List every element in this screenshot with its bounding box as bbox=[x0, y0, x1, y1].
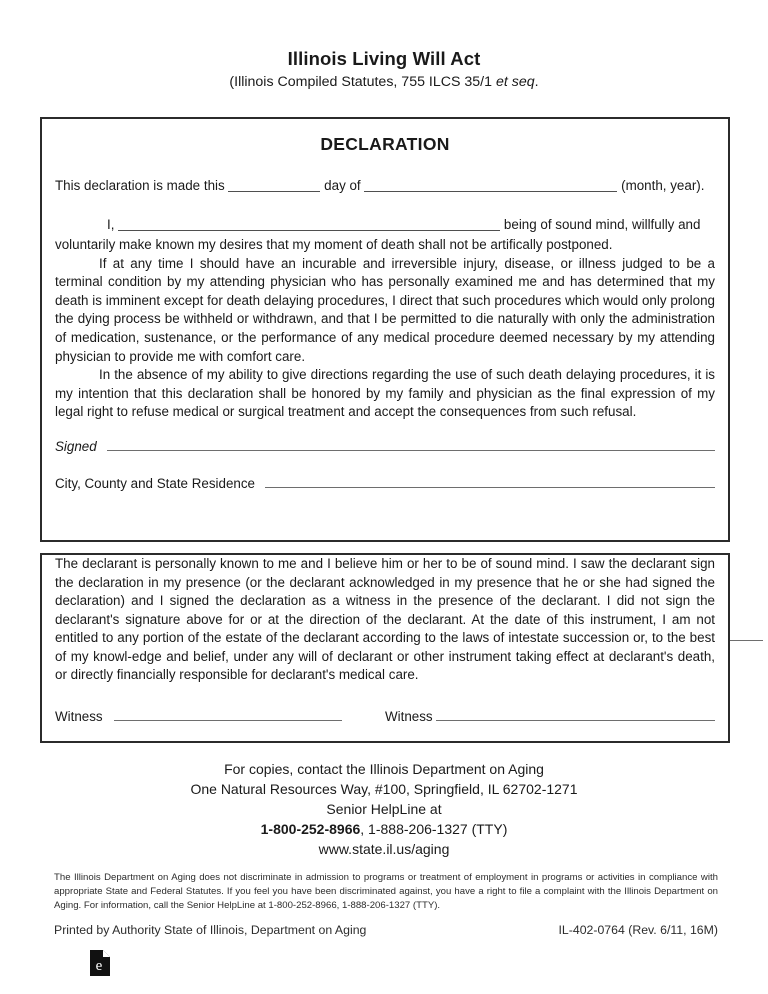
date-line-lead: This declaration is made this bbox=[55, 178, 225, 193]
contact-phone-line bbox=[0, 820, 768, 840]
date-line-row bbox=[55, 177, 715, 196]
authority-statement: Printed by Authority State of Illinois, Department on Aging bbox=[54, 923, 367, 937]
declaration-box bbox=[40, 117, 730, 542]
contact-line-2: One Natural Resources Way, #100, Springfield, IL 62702-1271 bbox=[190, 780, 578, 797]
name-line-tail: being of sound mind, willfully and bbox=[503, 216, 701, 232]
witness-box-inner bbox=[42, 555, 728, 724]
disclaimer-text: The Illinois Department on Aging does not discriminate in admission to programs or treatment of employment in programs or activities in compliance with appropriate State and Federal Statutes. If you feel you have been discriminated against, you have a right to file a complaint with the Illinois Department on Aging. For information, call the Senior HelpLine at 1-800-252-8966, 1-888-206-1327 (TTY). bbox=[54, 872, 718, 911]
declaration-box-inner bbox=[42, 134, 728, 491]
contact-website[interactable]: www.state.il.us/aging bbox=[318, 840, 450, 857]
contact-block bbox=[0, 760, 768, 859]
document-icon-glyph bbox=[90, 950, 110, 976]
subtitle-prefix: (Illinois Compiled Statutes, 755 ILCS 35/1 bbox=[229, 74, 496, 91]
document-subtitle bbox=[0, 74, 768, 91]
helpline-phone: 1-800-252-8966 bbox=[260, 820, 361, 837]
signature-blank-field[interactable] bbox=[107, 439, 715, 451]
name-line-lead: I, bbox=[107, 216, 115, 232]
witness-signature-row bbox=[55, 709, 715, 724]
declaration-paragraph-2 bbox=[55, 366, 715, 422]
witness-blank-field-2[interactable] bbox=[436, 709, 715, 721]
subtitle-suffix: . bbox=[534, 74, 539, 91]
residence-label: City, County and State Residence bbox=[55, 475, 255, 491]
witness-box bbox=[40, 553, 730, 743]
date-line-mid: day of bbox=[324, 178, 361, 193]
declarant-name-blank-field[interactable] bbox=[118, 218, 500, 231]
authority-row bbox=[54, 923, 718, 937]
contact-line-1: For copies, contact the Illinois Department on Aging bbox=[224, 761, 544, 777]
paragraph-1-text: If at any time I should have an incurable and irreversible injury, disease, or illness judged to be a terminal condition by my attending physician who has personally examined me and has determined that my death is imminent except for death delaying procedures, I direct that such procedures which would only prolong the dying process be withheld or withdrawn, and that I be permitted to die naturally with only the administration of medication, sustenance, or the performance of any medical procedure deemed necessary by my attending physician to provide me with comfort care. bbox=[55, 255, 715, 364]
document-title: Illinois Living Will Act bbox=[287, 48, 481, 69]
witness-blank-field-1[interactable] bbox=[114, 709, 342, 721]
witness-label-2: Witness bbox=[385, 708, 433, 724]
signed-row bbox=[55, 439, 715, 454]
name-line-continuation: voluntarily make known my desires that my moment of death shall not be artifically postponed. bbox=[55, 237, 613, 253]
subtitle-italic: et seq bbox=[495, 74, 535, 91]
contact-line-3: Senior HelpLine at bbox=[326, 800, 442, 817]
form-number: IL-402-0764 (Rev. 6/11, 16M) bbox=[558, 923, 718, 937]
title-block bbox=[0, 0, 768, 91]
efile-icon-letter: e bbox=[95, 958, 103, 974]
declaration-paragraph-1 bbox=[55, 255, 715, 366]
witness-cell-2 bbox=[385, 709, 715, 724]
efile-document-icon bbox=[90, 950, 110, 976]
month-year-blank-field[interactable] bbox=[364, 179, 617, 192]
name-line-row bbox=[55, 216, 715, 235]
witness-paragraph: The declarant is personally known to me and I believe him or her to be of sound mind. I saw the declarant sign the declaration in my presence (or the declarant acknowledged in my presence that he or she had signed the declaration) and I signed the declaration as a witness in the presence of the declarant. I did not sign the declarant's signature above for or at the direction of the declarant. At the date of this instrument, I am not entitled to any portion of the estate of the declarant according to the laws of intestate succession or, to the best of my knowl-edge and belief, under any will of declarant or other instrument taking effect at declarant's death, or directly financially responsible for declarant's medical care. bbox=[55, 556, 715, 683]
day-blank-field[interactable] bbox=[228, 179, 320, 192]
declaration-heading: DECLARATION bbox=[320, 134, 450, 154]
witness-label-1: Witness bbox=[55, 708, 103, 724]
tty-phone: , 1-888-206-1327 (TTY) bbox=[360, 820, 508, 837]
date-line-tail: (month, year). bbox=[621, 178, 705, 193]
residence-blank-field[interactable] bbox=[265, 476, 715, 488]
residence-row bbox=[55, 476, 715, 491]
signed-label: Signed bbox=[55, 438, 97, 454]
witness-cell-1 bbox=[55, 709, 385, 724]
paragraph-2-text: In the absence of my ability to give directions regarding the use of such death delaying procedures, it is my intention that this declaration shall be honored by my family and physician as the final expression of my legal right to refuse medical or surgical treatment and accept the consequences from such refusal. bbox=[55, 367, 715, 420]
